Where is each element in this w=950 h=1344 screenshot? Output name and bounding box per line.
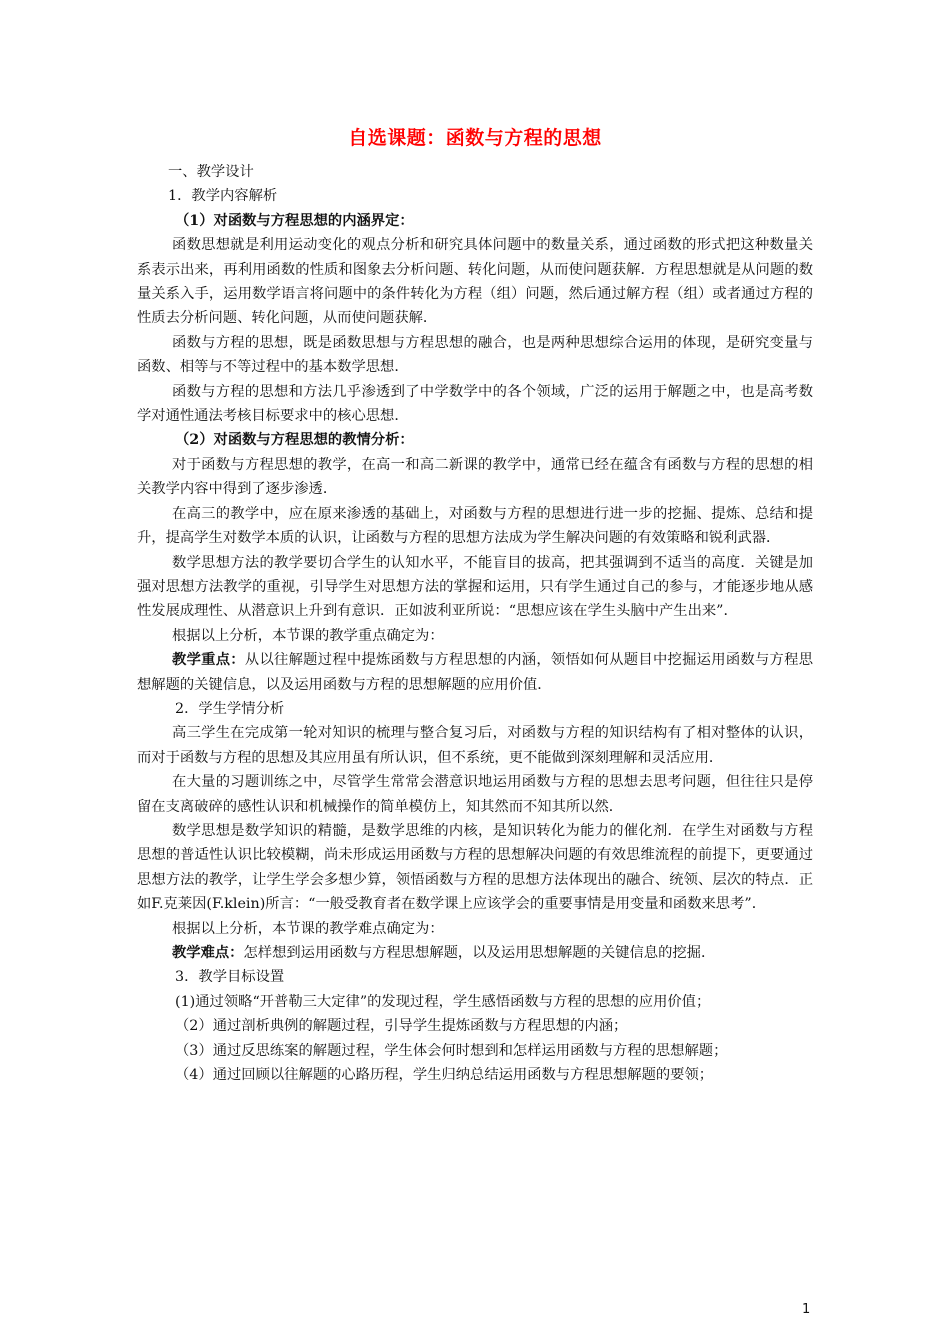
goal-item: (1)通过领略“开普勒三大定律”的发现过程，学生感悟函数与方程的思想的应用价值； [175,993,711,1010]
subsection-heading: 2．学生学情分析 [175,700,285,717]
subsection-heading: 1．教学内容解析 [168,188,278,205]
goal-item: （2）通过剖析典例的解题过程，引导学生提炼函数与方程思想的内涵； [175,1018,628,1035]
goal-item: （4）通过回顾以往解题的心路历程，学生归纳总结运用函数与方程思想解题的要领； [175,1067,714,1084]
focus-label: 教学重点： [172,652,245,669]
paragraph: 数学思想方法的教学要切合学生的认知水平，不能盲目的拔高，把其强调到不适当的高度．关键是加强对思想方法教学的重视，引导学生对思想方法的掌握和运用，只有学生通过自己的参与，才能逐步地从感性发展成理性、从潜意识上升到有意识．正如波利亚所说：“思想应该在学生头脑中产生出来”． [137,554,813,620]
teaching-focus [137,648,813,697]
paragraph: 在大量的习题训练之中，尽管学生常常会潜意识地运用函数与方程的思想去思考问题，但往往只是停留在支离破碎的感性认识和机械操作的简单模仿上，知其然而不知其所以然． [137,774,813,815]
paragraph: 在高三的教学中，应在原来渗透的基础上，对函数与方程的思想进行进一步的挖掘、提炼、总结和提升，提高学生对数学本质的认识，让函数与方程的思想方法成为学生解决问题的有效策略和锐利武器． [137,505,813,547]
paragraph: 数学思想是数学知识的精髓，是数学思维的内核，是知识转化为能力的催化剂．在学生对函数与方程思想的普适性认识比较模糊，尚未形成运用函数与方程的思想解决问题的有效思维流程的前提下，更要通过思想方法的教学，让学生学会多想少算，领悟函数与方程的思想方法体现出的融合、统领、层次的特点．正如F.克莱因(F.klein)所言：“一般受教育者在数学课上应该学会的重要事情是用变量和函数来思考”． [137,822,813,913]
page-number: 1 [802,1302,811,1317]
goal-item: （3）通过反思练案的解题过程，学生体会何时想到和怎样运用函数与方程的思想解题； [175,1042,728,1059]
paragraph: 函数思想就是利用运动变化的观点分析和研究具体问题中的数量关系，通过函数的形式把这种数量关系表示出来，再利用函数的性质和图象去分析问题、转化问题，从而使问题获解．方程思想就是从问题的数量关系入手，运用数学语言将问题中的条件转化为方程（组）问题，然后通过解方程（组）或者通过方程的性质去分析问题、转化问题，从而使问题获解． [137,237,813,327]
difficulty-label: 教学难点： [172,945,244,961]
paragraph: 函数与方程的思想和方法几乎渗透到了中学数学中的各个领域，广泛的运用于解题之中，也是高考数学对通性通法考核目标要求中的核心思想． [137,383,813,425]
teaching-difficulty [137,941,813,965]
paragraph: 根据以上分析，本节课的教学难点确定为： [172,920,444,937]
focus-text: 从以往解题过程中提炼函数与方程思想的内涵，领悟如何从题目中挖掘运用函数与方程思想解题的关键信息，以及运用函数与方程的思想解题的应用价值． [137,652,813,693]
difficulty-text: 怎样想到运用函数与方程思想解题，以及运用思想解题的关键信息的挖掘． [243,945,716,961]
paragraph: 函数与方程的思想，既是函数思想与方程思想的融合，也是两种思想综合运用的体现，是研究变量与函数、相等与不等过程中的基本数学思想． [137,334,813,376]
paragraph: 对于函数与方程思想的教学，在高一和高二新课的教学中，通常已经在蕴含有函数与方程的思想的相关教学内容中得到了逐步渗透． [137,456,813,498]
part-heading: （2）对函数与方程思想的教情分析： [175,432,414,449]
paragraph: 根据以上分析，本节课的教学重点确定为： [172,627,444,644]
subsection-heading: 3．教学目标设置 [175,969,285,986]
document-body [137,160,813,1087]
section-heading: 一、教学设计 [168,164,254,180]
paragraph: 高三学生在完成第一轮对知识的梳理与整合复习后，对函数与方程的知识结构有了相对整体的认识，而对于函数与方程的思想及其应用虽有所认识，但不系统，更不能做到深刻理解和灵活应用． [137,725,813,766]
page-title: 自选课题：函数与方程的思想 [348,127,602,149]
part-heading: （1）对函数与方程思想的内涵界定： [175,212,414,229]
